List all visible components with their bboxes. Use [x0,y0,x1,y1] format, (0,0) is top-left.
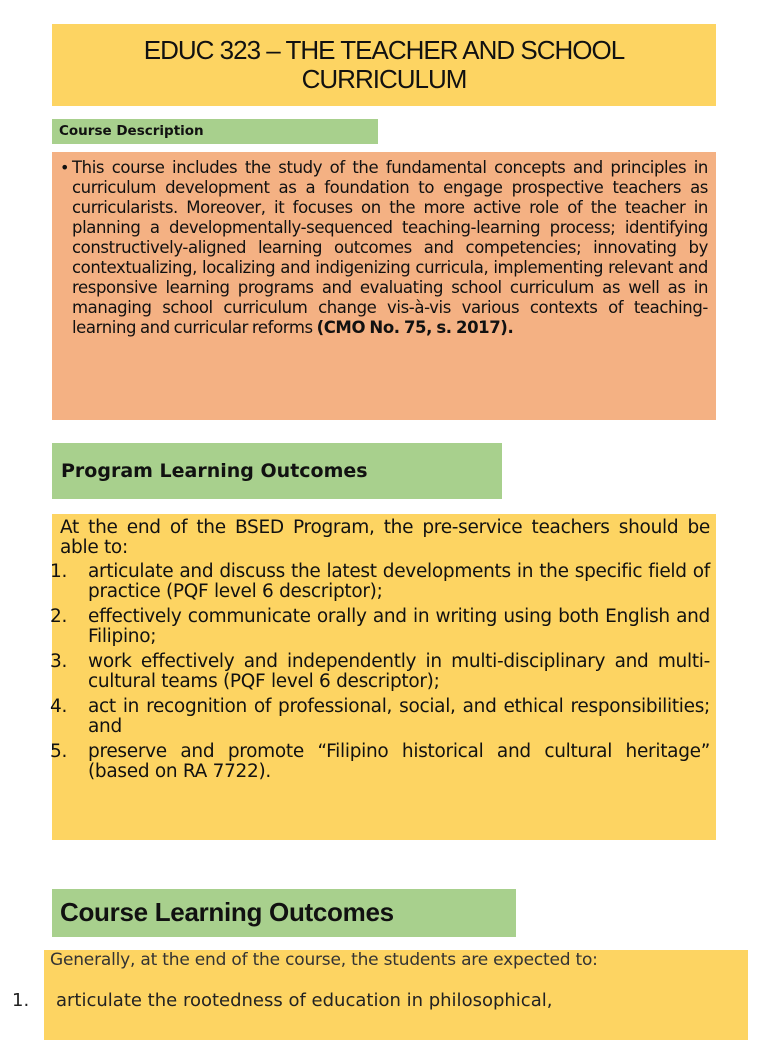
list-item-number: 4. [50,696,68,717]
course-outcomes-heading [52,889,516,937]
program-outcomes-label: Program Learning Outcomes [61,460,368,482]
list-item [50,607,710,647]
course-outcomes-intro: Generally, at the end of the course, the students are expected to: [50,950,598,970]
list-item-number: 3. [50,651,68,672]
course-outcomes-box [12,950,748,1040]
list-item-text: articulate and discuss the latest developments in the specific field of practice (PQF level 6 descriptor); [88,561,710,602]
list-item [50,652,710,692]
page-title [52,24,716,106]
course-description-heading [52,119,378,144]
course-description-body: This course includes the study of the fundamental concepts and principles in curriculum development as a foundation to engage prospective teachers as curricularists. Moreover, it focuses on the more active role of the teacher in planning a developmentally-sequenced teaching-learning process; identifying constructively-aligned learning outcomes and competencies; innovating by contextualizing, localizing and indigenizing curricula, implementing relevant and responsive learning programs and evaluating school curriculum as well as in managing school curriculum change vis-à-vis various contexts of teaching-learning and curricular reforms [72,158,708,337]
list-item-number: 1. [12,990,30,1011]
program-outcomes-heading [52,443,502,499]
list-item-number: 5. [50,741,68,762]
course-description-box [52,152,716,420]
list-item-text: work effectively and independently in multi-disciplinary and multi-cultural teams (PQF level 6 descriptor); [88,651,710,692]
list-item-number: 1. [50,561,68,582]
course-description-label: Course Description [59,123,204,139]
course-description-text [72,158,708,338]
program-outcomes-intro: At the end of the BSED Program, the pre-service teachers should be able to: [60,517,710,558]
list-item [50,697,710,737]
course-description-end: . [507,318,514,337]
bullet-icon: • [60,158,70,177]
course-description-citation: (CMO No. 75, s. 2017) [316,318,508,337]
list-item-text: articulate the rootedness of education in philosophical, [56,990,553,1011]
list-item [50,742,710,782]
list-item [50,562,710,602]
list-item-text: effectively communicate orally and in writing using both English and Filipino; [88,606,710,647]
course-outcomes-label: Course Learning Outcomes [60,897,394,927]
list-item-number: 2. [50,606,68,627]
list-item [12,991,742,1011]
list-item-text: preserve and promote “Filipino historical and cultural heritage” (based on RA 7722). [88,741,710,782]
program-outcomes-list [50,561,710,782]
program-outcomes-box [52,514,716,840]
course-description-paragraph [60,158,708,338]
list-item-text: act in recognition of professional, social, and ethical responsibilities; and [88,696,710,737]
page-title-text: EDUC 323 – THE TEACHER AND SCHOOL CURRICULUM [143,35,625,94]
